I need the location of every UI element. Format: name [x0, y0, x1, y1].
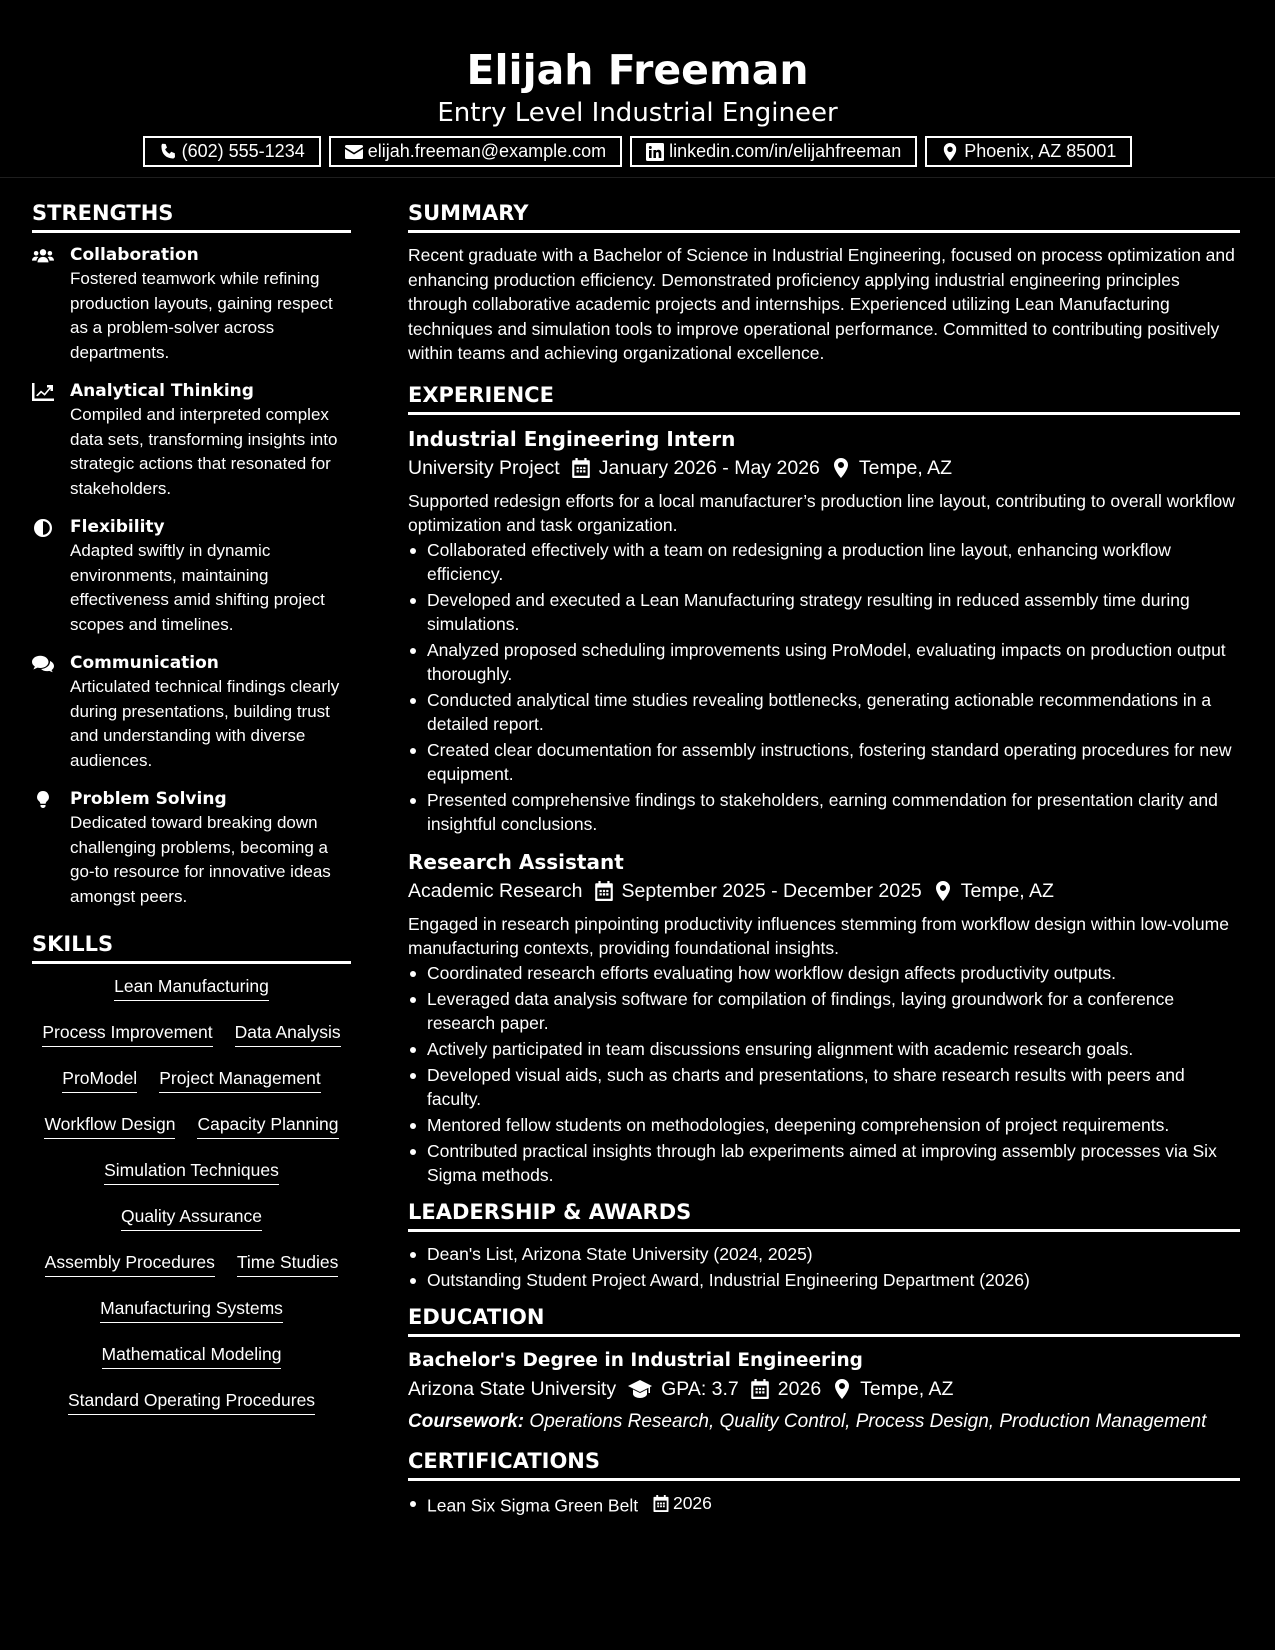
- strength-desc: Adapted swiftly in dynamic environments, maintaining effectiveness amid shifting project scopes and timelines.: [70, 541, 325, 634]
- map-pin-icon: [941, 143, 959, 161]
- strength-item: [32, 379, 351, 501]
- education-coursework: [408, 1410, 1240, 1435]
- job-bullets: [408, 961, 1240, 1187]
- strength-name: Analytical Thinking: [70, 381, 254, 401]
- map-pin-icon: [934, 881, 952, 901]
- candidate-name: Elijah Freeman: [466, 46, 809, 94]
- contact-location-text: Phoenix, AZ 85001: [964, 141, 1117, 161]
- list-item: Dean's List, Arizona State University (2024, 2025): [408, 1242, 1240, 1266]
- strength-desc: Fostered teamwork while refining production layouts, gaining respect as a problem-solver across departments.: [70, 269, 333, 362]
- calendar-icon: [572, 458, 590, 478]
- list-item: Collaborated effectively with a team on redesigning a production line layout, enhancing workflow efficiency.: [408, 538, 1240, 586]
- list-item: Actively participated in team discussions ensuring alignment with academic research goals.: [408, 1037, 1240, 1061]
- certification-year: 2026: [672, 1493, 712, 1513]
- summary-text: Recent graduate with a Bachelor of Science in Industrial Engineering, focused on process optimization and enhancing production efficiency. Demonstrated proficiency applying industrial engineering principles through collaborative academic projects and internships. Experienced utilizing Lean Manufacturing techniques and simulation tools to improve operational performance. Committed to contributing positively within teams and achieving organizational excellence.: [408, 245, 1235, 363]
- list-item: Leveraged data analysis software for compilation of findings, laying groundwork for a conference research paper.: [408, 987, 1240, 1035]
- list-item: Presented comprehensive findings to stakeholders, earning commendation for presentation clarity and insightful conclusions.: [408, 788, 1240, 836]
- job-title: Research Assistant: [408, 849, 624, 874]
- skills-heading: SKILLS: [32, 931, 351, 964]
- contact-phone-text: (602) 555-1234: [181, 141, 305, 161]
- job-title: Industrial Engineering Intern: [408, 426, 736, 451]
- envelope-icon: [345, 143, 363, 161]
- strength-item: [32, 243, 351, 365]
- education-location: Tempe, AZ: [860, 1377, 954, 1400]
- strength-desc: Compiled and interpreted complex data sets, transforming insights into strategic actions that resonated for stakeholders.: [70, 405, 338, 498]
- lightbulb-icon: [32, 791, 54, 809]
- candidate-title: Entry Level Industrial Engineer: [437, 98, 838, 128]
- strength-item: [32, 787, 351, 909]
- contact-bar: [0, 136, 1275, 167]
- strength-item: [32, 515, 351, 637]
- contact-linkedin[interactable]: [630, 136, 917, 167]
- contact-email-text: elijah.freeman@example.com: [367, 141, 607, 161]
- calendar-icon: [751, 1379, 769, 1399]
- list-item: Conducted analytical time studies revealing bottlenecks, generating actionable recommendations in a detailed report.: [408, 688, 1240, 736]
- certification-date: [653, 1491, 712, 1515]
- education-degree: Bachelor's Degree in Industrial Engineering: [408, 1349, 863, 1371]
- skill-tag: Manufacturing Systems: [100, 1296, 283, 1323]
- education-meta: [408, 1374, 1240, 1404]
- job-entry: [408, 425, 1240, 836]
- phone-icon: [159, 143, 177, 161]
- strength-name: Collaboration: [70, 245, 199, 265]
- skill-tag: Process Improvement: [42, 1020, 212, 1047]
- skill-tag: Project Management: [159, 1066, 320, 1093]
- job-bullets: [408, 538, 1240, 836]
- coursework-text: Operations Research, Quality Control, Process Design, Production Management: [529, 1410, 1207, 1432]
- strength-name: Communication: [70, 653, 219, 673]
- skill-tag: Capacity Planning: [197, 1112, 338, 1139]
- skill-tag: Workflow Design: [44, 1112, 175, 1139]
- skill-tag: Quality Assurance: [121, 1204, 262, 1231]
- linkedin-icon: [646, 143, 664, 161]
- job-description: Supported redesign efforts for a local manufacturer’s production line layout, contributing to overall workflow optimization and task organization.: [408, 490, 1235, 535]
- chart-line-icon: [32, 383, 54, 401]
- half-circle-icon: [32, 519, 54, 537]
- job-entry: [408, 848, 1240, 1187]
- education-heading: EDUCATION: [408, 1304, 1240, 1337]
- certifications-heading: CERTIFICATIONS: [408, 1448, 1240, 1481]
- skill-tag: Simulation Techniques: [104, 1158, 279, 1185]
- skill-tag: ProModel: [62, 1066, 137, 1093]
- list-item: [408, 1491, 1240, 1518]
- skills-list: [32, 974, 351, 1434]
- list-item: Analyzed proposed scheduling improvements using ProModel, evaluating impacts on production output thoroughly.: [408, 638, 1240, 686]
- education-school: Arizona State University: [408, 1377, 617, 1400]
- job-org: Academic Research: [408, 879, 583, 902]
- contact-email[interactable]: [329, 136, 622, 167]
- skill-tag: Mathematical Modeling: [102, 1342, 282, 1369]
- education-gpa: GPA: 3.7: [661, 1377, 739, 1400]
- awards-heading: LEADERSHIP & AWARDS: [408, 1199, 1240, 1232]
- job-org: University Project: [408, 456, 560, 479]
- contact-linkedin-text: linkedin.com/in/elijahfreeman: [669, 141, 902, 161]
- certifications-list: [408, 1491, 1240, 1518]
- skill-tag: Standard Operating Procedures: [68, 1388, 315, 1415]
- list-item: Developed visual aids, such as charts and presentations, to share research results with peers and faculty.: [408, 1063, 1240, 1111]
- list-item: Created clear documentation for assembly instructions, fostering standard operating procedures for new equipment.: [408, 738, 1240, 786]
- skill-tag: Assembly Procedures: [45, 1250, 215, 1277]
- strength-name: Flexibility: [70, 517, 165, 537]
- list-item: Outstanding Student Project Award, Industrial Engineering Department (2026): [408, 1268, 1240, 1292]
- education-year: 2026: [777, 1377, 822, 1400]
- certification-name: Lean Six Sigma Green Belt: [427, 1495, 639, 1516]
- contact-location[interactable]: [925, 136, 1132, 167]
- job-dates: January 2026 - May 2026: [598, 456, 820, 479]
- strengths-heading: STRENGTHS: [32, 200, 351, 233]
- strength-name: Problem Solving: [70, 789, 227, 809]
- skill-tag: Lean Manufacturing: [114, 974, 269, 1001]
- right-column: [408, 200, 1240, 1530]
- calendar-icon: [595, 881, 613, 901]
- list-item: Developed and executed a Lean Manufacturing strategy resulting in reduced assembly time during simulations.: [408, 588, 1240, 636]
- strength-desc: Dedicated toward breaking down challenging problems, becoming a go-to resource for innovative ideas amongst peers.: [70, 813, 331, 906]
- awards-list: [408, 1242, 1240, 1292]
- summary-heading: SUMMARY: [408, 200, 1240, 233]
- resume-header: [0, 0, 1275, 178]
- comments-icon: [32, 655, 54, 673]
- coursework-label: Coursework:: [408, 1410, 525, 1432]
- job-location: Tempe, AZ: [960, 879, 1054, 902]
- users-icon: [32, 247, 54, 265]
- job-location: Tempe, AZ: [858, 456, 953, 479]
- job-description: Engaged in research pinpointing productivity influences stemming from workflow design within low-volume manufacturing contexts, providing foundational insights.: [408, 913, 1229, 958]
- map-pin-icon: [832, 458, 850, 478]
- graduation-cap-icon: [628, 1379, 652, 1399]
- calendar-icon: [653, 1495, 669, 1512]
- list-item: Mentored fellow students on methodologies, deepening comprehension of project requirements.: [408, 1113, 1240, 1137]
- map-pin-icon: [833, 1379, 851, 1399]
- job-meta: [408, 453, 1240, 483]
- list-item: Contributed practical insights through lab experiments aimed at improving assembly processes via Six Sigma methods.: [408, 1139, 1240, 1187]
- strength-desc: Articulated technical findings clearly during presentations, building trust and understanding with diverse audiences.: [70, 677, 340, 770]
- experience-heading: EXPERIENCE: [408, 382, 1240, 415]
- job-dates: September 2025 - December 2025: [621, 879, 922, 902]
- contact-phone[interactable]: [143, 136, 321, 167]
- left-column: [32, 200, 351, 1434]
- strength-item: [32, 651, 351, 773]
- skill-tag: Data Analysis: [235, 1020, 341, 1047]
- list-item: Coordinated research efforts evaluating how workflow design affects productivity outputs.: [408, 961, 1240, 985]
- job-meta: [408, 876, 1240, 906]
- skill-tag: Time Studies: [237, 1250, 338, 1277]
